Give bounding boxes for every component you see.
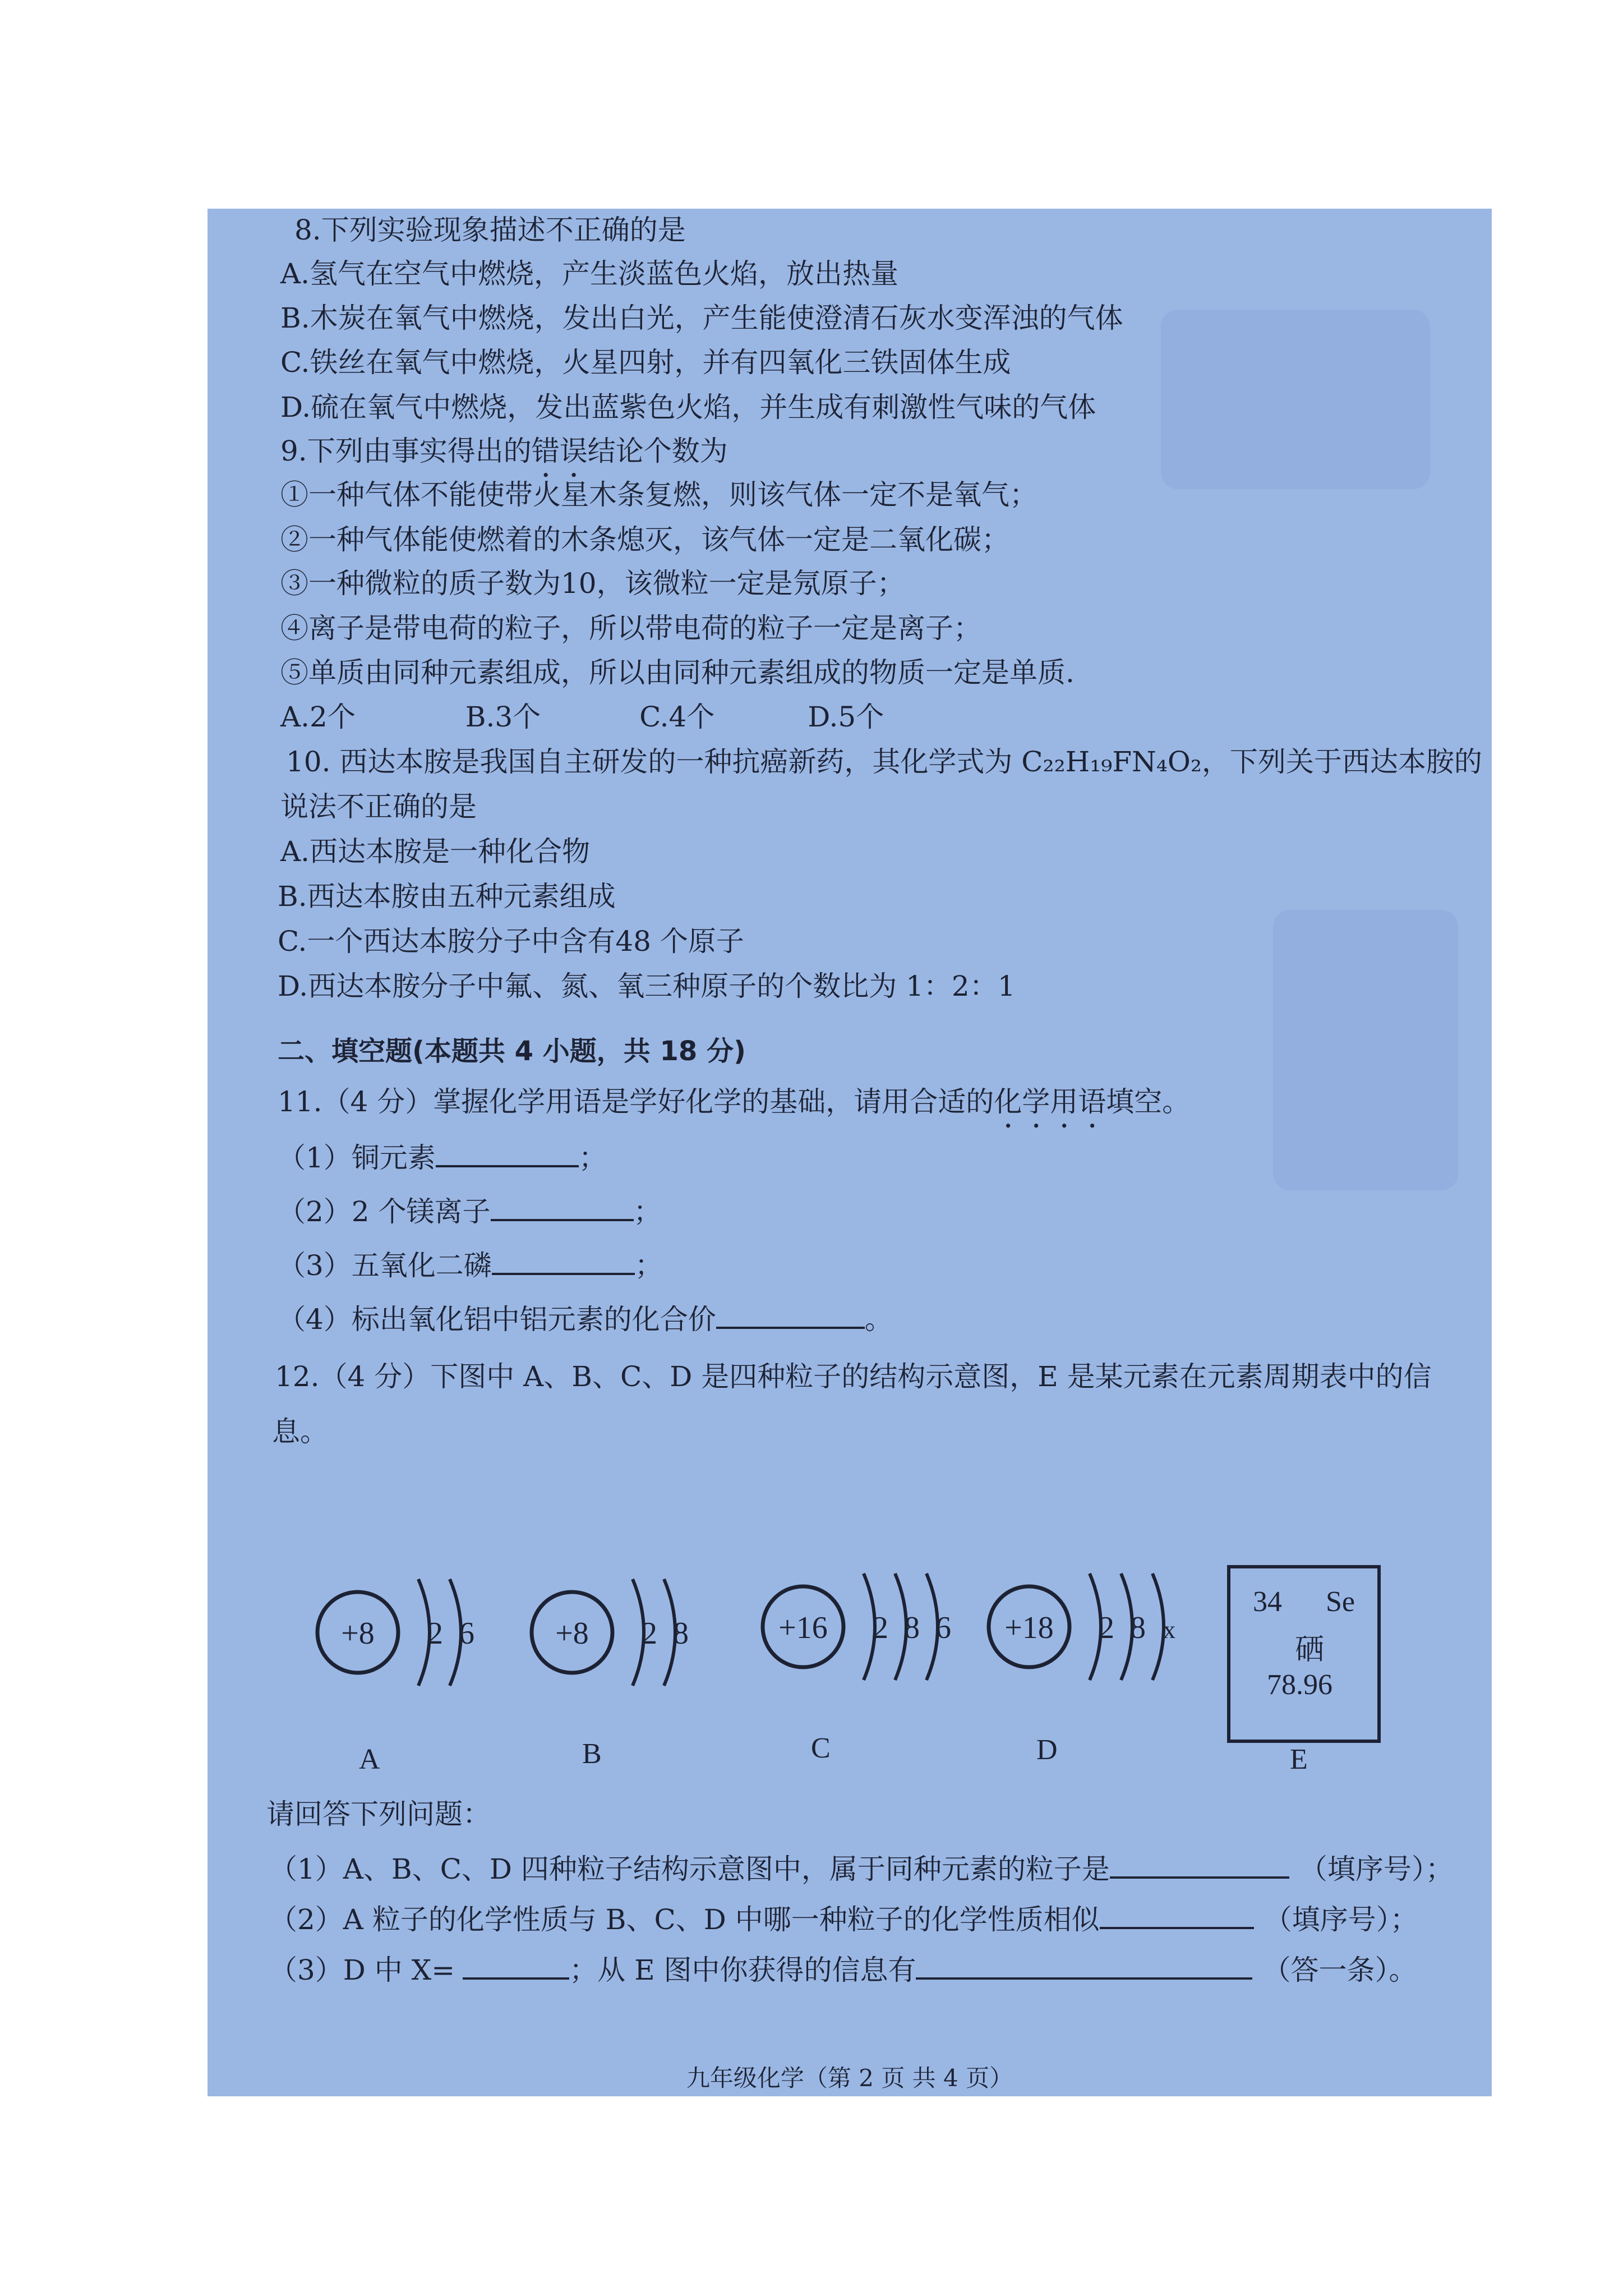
exam-page — [208, 209, 1492, 2096]
q8-option-d: D.硫在氧气中燃烧，发出蓝紫色火焰，并生成有刺激性气味的气体 — [280, 391, 1096, 424]
q12-question-1-blank[interactable] — [1110, 1853, 1289, 1879]
q9-stem-prefix: 9.下列由事实得出的 — [280, 435, 532, 467]
q11-item-1-end: ； — [578, 1142, 607, 1174]
q12-question-2-text: （2）A 粒子的化学性质与 B、C、D 中哪一种粒子的化学性质相似 — [269, 1903, 1100, 1936]
q11-item-3-end: ； — [634, 1249, 663, 1282]
q9-statement-4: ④离子是带电荷的粒子，所以带电荷的粒子一定是离子； — [280, 612, 981, 645]
q9-option-d: D.5个 — [808, 701, 884, 733]
page-footer: 九年级化学（第 2 页 共 4 页） — [686, 2064, 1013, 2092]
electron-count: 2 — [427, 1616, 443, 1651]
q10-option-d: D.西达本胺分子中氟、氮、氧三种原子的个数比为 1：2：1 — [278, 970, 1016, 1002]
q11-stem-prefix: 11.（4 分）掌握化学用语是学好化学的基础，请用合适的 — [278, 1085, 994, 1118]
q9-statement-2: ②一种气体能使燃着的木条熄灭，该气体一定是二氧化碳； — [280, 523, 1009, 556]
q12-question-2-blank[interactable] — [1100, 1903, 1254, 1929]
q9-stem-emphasis: 错误 — [531, 435, 588, 467]
q12-question-1-text: （1）A、B、C、D 四种粒子结构示意图中，属于同种元素的粒子是 — [269, 1853, 1110, 1885]
q11-item-3-label: （3）五氧化二磷 — [278, 1249, 492, 1282]
q9-option-b: B.3个 — [465, 701, 541, 733]
atom-d-label: D — [1036, 1734, 1058, 1766]
element-number: 34 — [1253, 1586, 1282, 1618]
q12-question-3 — [269, 1952, 1417, 1988]
q11-item-1-label: （1）铜元素 — [278, 1142, 436, 1174]
electron-count: 8 — [1130, 1611, 1146, 1645]
electron-shell-arc — [1152, 1573, 1164, 1680]
element-symbol: Se — [1326, 1586, 1355, 1618]
section-2-title: 二、填空题 — [278, 1036, 413, 1067]
q9-statement-1: ①一种气体不能使带火星木条复燃，则该气体一定不是氧气； — [280, 478, 1038, 511]
q12-question-3-part-b: ；从 E 图中你获得的信息有 — [569, 1954, 916, 1986]
q12-question-3-blank-x[interactable] — [463, 1954, 569, 1980]
q12-question-1 — [269, 1851, 1454, 1887]
atom-b-label: B — [582, 1738, 602, 1770]
q9-statement-5: ⑤单质由同种元素组成，所以由同种元素组成的物质一定是单质. — [280, 656, 1075, 689]
q11-item-2-label: （2）2 个镁离子 — [278, 1195, 491, 1228]
q9-statement-3: ③一种微粒的质子数为10，该微粒一定是氖原子； — [280, 567, 905, 600]
q12-question-2 — [269, 1902, 1418, 1938]
electron-count: 8 — [673, 1616, 689, 1651]
atom-diagram-b — [532, 1579, 689, 1686]
q11-stem-emphasis: 化学用语 — [994, 1085, 1106, 1118]
atom-diagram-c — [763, 1573, 951, 1680]
atom-a-label: A — [359, 1743, 380, 1775]
periodic-table-cell-e — [1227, 1565, 1381, 1743]
nucleus-charge: +8 — [555, 1616, 589, 1651]
section-2-note: (本题共 4 小题，共 18 分) — [412, 1036, 746, 1067]
q9-option-c: C.4个 — [639, 701, 715, 733]
electron-count: 2 — [873, 1611, 888, 1645]
q12-question-1-end: （填序号）； — [1299, 1853, 1454, 1885]
q10-option-a: A.西达本胺是一种化合物 — [280, 835, 591, 868]
electron-count: 2 — [1099, 1611, 1114, 1645]
element-e-label: E — [1290, 1743, 1308, 1775]
atom-c-label: C — [811, 1732, 831, 1764]
atom-diagram-d — [989, 1573, 1175, 1680]
q12-question-3-end: （答一条）。 — [1262, 1954, 1417, 1986]
q10-stem-line1: 10. 西达本胺是我国自主研发的一种抗癌新药，其化学式为 C₂₂H₁₉FN₄O₂，下列关于西达本胺的 — [286, 746, 1482, 778]
electron-count: 6 — [459, 1616, 474, 1651]
atom-diagram-a — [317, 1579, 474, 1686]
q9-stem-suffix: 结论个数为 — [587, 435, 728, 467]
element-mass: 78.96 — [1267, 1669, 1332, 1701]
q12-question-3-part-a: （3）D 中 X= — [269, 1954, 455, 1986]
q11-item-4-label: （4）标出氧化铝中铝元素的化合价 — [278, 1303, 716, 1336]
q11-stem-suffix: 填空。 — [1106, 1085, 1191, 1118]
q11-item-4-end: 。 — [864, 1303, 893, 1336]
element-name: 硒 — [1295, 1633, 1325, 1667]
electron-count: x — [1163, 1616, 1175, 1644]
q12-stem-line1: 12.（4 分）下图中 A、B、C、D 是四种粒子的结构示意图，E 是某元素在元素周期表中的信 — [275, 1360, 1432, 1393]
q12-question-2-end: （填序号）； — [1264, 1903, 1418, 1936]
q12-question-3-blank-info[interactable] — [916, 1954, 1252, 1980]
electron-count: 8 — [904, 1611, 920, 1645]
q8-option-b: B.木炭在氧气中燃烧，发出白光，产生能使澄清石灰水变浑浊的气体 — [280, 302, 1123, 334]
q11-item-2-end: ； — [633, 1195, 662, 1228]
nucleus-charge: +16 — [778, 1611, 828, 1645]
electron-count: 2 — [642, 1616, 657, 1651]
q8-stem: 8.下列实验现象描述不正确的是 — [294, 214, 686, 246]
q10-option-b: B.西达本胺由五种元素组成 — [278, 880, 616, 913]
electron-count: 6 — [935, 1611, 951, 1645]
q12-prompt: 请回答下列问题： — [266, 1798, 491, 1830]
nucleus-charge: +18 — [1004, 1611, 1054, 1645]
nucleus-charge: +8 — [341, 1616, 375, 1651]
q10-stem-line2: 说法不正确的是 — [280, 790, 477, 823]
q8-option-a: A.氢气在空气中燃烧，产生淡蓝色火焰，放出热量 — [280, 257, 899, 290]
q12-stem-line2: 息。 — [272, 1415, 328, 1448]
q10-option-c: C.一个西达本胺分子中含有48 个原子 — [278, 925, 744, 958]
q8-option-c: C.铁丝在氧气中燃烧，火星四射，并有四氧化三铁固体生成 — [280, 346, 1011, 379]
q9-option-a: A.2个 — [280, 701, 356, 733]
